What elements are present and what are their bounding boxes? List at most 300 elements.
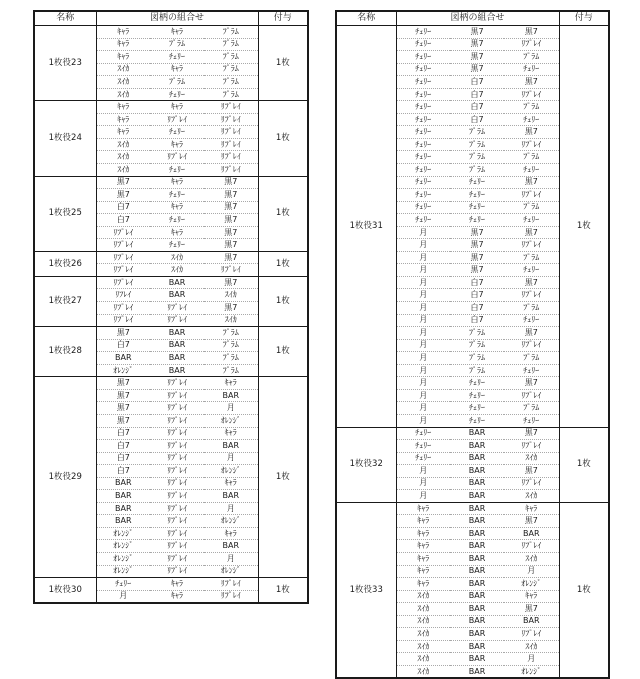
combination-row bbox=[34, 377, 308, 390]
symbol-cell: ｵﾚﾝｼﾞ bbox=[204, 465, 258, 478]
symbol-cell: ﾁｪﾘｰ bbox=[396, 88, 450, 101]
symbol-cell: ｷｬﾗ bbox=[150, 226, 204, 239]
symbol-cell: 白7 bbox=[96, 427, 150, 440]
symbol-cell: ﾌﾟﾗﾑ bbox=[504, 51, 559, 64]
symbol-cell: 黒7 bbox=[504, 26, 559, 39]
symbol-cell: ｽｲｶ bbox=[96, 63, 150, 76]
symbol-cell: ｽｲｶ bbox=[150, 251, 204, 264]
symbol-cell: ｵﾚﾝｼﾞ bbox=[204, 515, 258, 528]
symbol-cell: 月 bbox=[204, 552, 258, 565]
symbol-cell: ﾘﾌﾟﾚｲ bbox=[150, 552, 204, 565]
combination-row bbox=[34, 578, 308, 591]
symbol-cell: ﾁｪﾘｰ bbox=[450, 389, 504, 402]
symbol-cell: ﾁｪﾘｰ bbox=[396, 176, 450, 189]
symbol-cell: BAR bbox=[450, 502, 504, 515]
symbol-cell: 月 bbox=[396, 352, 450, 365]
symbol-cell: ｷｬﾗ bbox=[396, 515, 450, 528]
symbol-cell: BAR bbox=[450, 477, 504, 490]
symbol-cell: 黒7 bbox=[504, 176, 559, 189]
symbol-cell: ﾘﾌﾟﾚｲ bbox=[150, 377, 204, 390]
symbol-cell: ｵﾚﾝｼﾞ bbox=[204, 565, 258, 578]
symbol-cell: 月 bbox=[396, 239, 450, 252]
role-name-label: 1枚役30 bbox=[34, 578, 96, 604]
symbol-cell: 月 bbox=[396, 251, 450, 264]
symbol-cell: 白7 bbox=[450, 302, 504, 315]
symbol-cell: ｷｬﾗ bbox=[504, 502, 559, 515]
symbol-cell: 黒7 bbox=[204, 176, 258, 189]
symbol-cell: ｷｬﾗ bbox=[396, 527, 450, 540]
symbol-cell: 黒7 bbox=[204, 214, 258, 227]
symbol-cell: BAR bbox=[204, 389, 258, 402]
symbol-cell: ｽｲｶ bbox=[504, 552, 559, 565]
symbol-cell: ﾁｪﾘｰ bbox=[504, 264, 559, 277]
symbol-cell: BAR bbox=[450, 653, 504, 666]
symbol-cell: BAR bbox=[150, 352, 204, 365]
symbol-cell: ｽｲｶ bbox=[396, 603, 450, 616]
symbol-cell: BAR bbox=[450, 615, 504, 628]
symbol-cell: ﾁｪﾘｰ bbox=[150, 214, 204, 227]
symbol-cell: ｷｬﾗ bbox=[150, 201, 204, 214]
role-name-label: 1枚役32 bbox=[336, 427, 396, 502]
symbol-cell: 黒7 bbox=[204, 276, 258, 289]
symbol-cell: BAR bbox=[150, 289, 204, 302]
symbol-cell: ﾌﾟﾗﾑ bbox=[504, 352, 559, 365]
symbol-cell: BAR bbox=[450, 440, 504, 453]
symbol-cell: ﾘﾌﾟﾚｲ bbox=[204, 164, 258, 177]
combination-row bbox=[336, 427, 609, 440]
symbol-cell: ﾘﾌﾟﾚｲ bbox=[150, 540, 204, 553]
symbol-cell: ﾌﾟﾗﾑ bbox=[204, 51, 258, 64]
symbol-cell: 黒7 bbox=[204, 239, 258, 252]
role-name-label: 1枚役29 bbox=[34, 377, 96, 578]
symbol-cell: ﾘﾌﾟﾚｲ bbox=[150, 565, 204, 578]
symbol-cell: ｷｬﾗ bbox=[96, 126, 150, 139]
symbol-cell: 白7 bbox=[96, 339, 150, 352]
symbol-cell: ﾌﾟﾗﾑ bbox=[204, 352, 258, 365]
symbol-cell: BAR bbox=[96, 515, 150, 528]
symbol-cell: ﾌﾟﾗﾑ bbox=[450, 164, 504, 177]
symbol-cell: ﾘﾌﾟﾚｲ bbox=[504, 339, 559, 352]
symbol-cell: BAR bbox=[450, 603, 504, 616]
symbol-cell: ﾁｪﾘｰ bbox=[450, 176, 504, 189]
symbol-cell: ﾌﾟﾗﾑ bbox=[150, 76, 204, 89]
symbol-cell: 黒7 bbox=[450, 51, 504, 64]
symbol-cell: 白7 bbox=[450, 113, 504, 126]
symbol-cell: ﾁｪﾘｰ bbox=[396, 26, 450, 39]
payout-table-left-body bbox=[34, 26, 308, 604]
symbol-cell: ｷｬﾗ bbox=[150, 176, 204, 189]
symbol-cell: ｷｬﾗ bbox=[150, 101, 204, 114]
symbol-cell: ﾁｪﾘｰ bbox=[396, 113, 450, 126]
symbol-cell: 黒7 bbox=[204, 226, 258, 239]
symbol-cell: BAR bbox=[450, 628, 504, 641]
role-name-label: 1枚役27 bbox=[34, 276, 96, 326]
symbol-cell: ｽｲｶ bbox=[396, 615, 450, 628]
award-value: 1枚 bbox=[258, 578, 308, 604]
symbol-cell: ﾁｪﾘｰ bbox=[150, 164, 204, 177]
symbol-cell: ﾌﾟﾗﾑ bbox=[204, 38, 258, 51]
symbol-cell: ﾁｪﾘｰ bbox=[396, 452, 450, 465]
symbol-cell: 黒7 bbox=[204, 302, 258, 315]
symbol-cell: ｵﾚﾝｼﾞ bbox=[96, 552, 150, 565]
symbol-cell: ﾁｪﾘｰ bbox=[450, 189, 504, 202]
symbol-cell: ﾘﾌﾟﾚｲ bbox=[504, 289, 559, 302]
symbol-cell: ｽｲｶ bbox=[396, 653, 450, 666]
symbol-cell: 黒7 bbox=[96, 389, 150, 402]
symbol-cell: BAR bbox=[450, 427, 504, 440]
symbol-cell: ｽｲｶ bbox=[150, 264, 204, 277]
symbol-cell: ﾁｪﾘｰ bbox=[396, 201, 450, 214]
symbol-cell: BAR bbox=[204, 440, 258, 453]
symbol-cell: 黒7 bbox=[204, 251, 258, 264]
symbol-cell: 月 bbox=[204, 452, 258, 465]
symbol-cell: ﾘﾌﾟﾚｲ bbox=[204, 578, 258, 591]
symbol-cell: ﾘﾌﾟﾚｲ bbox=[204, 101, 258, 114]
symbol-cell: ﾌﾟﾗﾑ bbox=[204, 364, 258, 377]
symbol-cell: ｷｬﾗ bbox=[150, 590, 204, 603]
symbol-cell: 黒7 bbox=[96, 414, 150, 427]
symbol-cell: ﾁｪﾘｰ bbox=[396, 151, 450, 164]
symbol-cell: ﾘﾌﾟﾚｲ bbox=[504, 38, 559, 51]
symbol-cell: 月 bbox=[396, 377, 450, 390]
symbol-cell: ﾘﾌﾟﾚｲ bbox=[204, 264, 258, 277]
symbol-cell: 黒7 bbox=[204, 189, 258, 202]
symbol-cell: ﾘﾌﾟﾚｲ bbox=[504, 628, 559, 641]
symbol-cell: ﾁｪﾘｰ bbox=[504, 414, 559, 427]
symbol-cell: ﾘﾌﾟﾚｲ bbox=[96, 239, 150, 252]
symbol-cell: ﾘﾌﾟﾚｲ bbox=[504, 239, 559, 252]
symbol-cell: ﾁｪﾘｰ bbox=[396, 101, 450, 114]
symbol-cell: ｽｲｶ bbox=[96, 164, 150, 177]
symbol-cell: 白7 bbox=[96, 452, 150, 465]
symbol-cell: ﾁｪﾘｰ bbox=[504, 364, 559, 377]
symbol-cell: ﾘﾌﾚｲ bbox=[96, 289, 150, 302]
symbol-cell: 月 bbox=[396, 289, 450, 302]
symbol-cell: ﾘﾌﾟﾚｲ bbox=[150, 515, 204, 528]
symbol-cell: ｽｲｶ bbox=[504, 640, 559, 653]
symbol-cell: 白7 bbox=[96, 465, 150, 478]
symbol-cell: ｷｬﾗ bbox=[204, 477, 258, 490]
role-name-label: 1枚役26 bbox=[34, 251, 96, 276]
symbol-cell: 黒7 bbox=[450, 38, 504, 51]
symbol-cell: ﾌﾟﾗﾑ bbox=[450, 364, 504, 377]
award-value: 1枚 bbox=[258, 327, 308, 377]
symbol-cell: ﾁｪﾘｰ bbox=[150, 189, 204, 202]
symbol-cell: 黒7 bbox=[450, 264, 504, 277]
symbol-cell: ｷｬﾗ bbox=[96, 113, 150, 126]
symbol-cell: ｷｬﾗ bbox=[150, 63, 204, 76]
symbol-cell: ｽｲｶ bbox=[396, 590, 450, 603]
symbol-cell: ﾁｪﾘｰ bbox=[396, 76, 450, 89]
symbol-cell: 月 bbox=[396, 389, 450, 402]
award-value: 1枚 bbox=[258, 176, 308, 251]
symbol-cell: ﾌﾟﾗﾑ bbox=[450, 151, 504, 164]
symbol-cell: ﾘﾌﾟﾚｲ bbox=[204, 590, 258, 603]
symbol-cell: ﾘﾌﾟﾚｲ bbox=[150, 389, 204, 402]
combination-row bbox=[34, 101, 308, 114]
symbol-cell: ﾁｪﾘｰ bbox=[504, 63, 559, 76]
symbol-cell: ﾘﾌﾟﾚｲ bbox=[150, 113, 204, 126]
symbol-cell: ﾘﾌﾟﾚｲ bbox=[96, 314, 150, 327]
payout-table-left bbox=[33, 10, 309, 604]
symbol-cell: 黒7 bbox=[450, 26, 504, 39]
symbol-cell: ﾘﾌﾟﾚｲ bbox=[504, 477, 559, 490]
combination-row bbox=[34, 251, 308, 264]
symbol-cell: ﾘﾌﾟﾚｲ bbox=[96, 226, 150, 239]
symbol-cell: 月 bbox=[396, 314, 450, 327]
role-name-label: 1枚役23 bbox=[34, 26, 96, 101]
symbol-cell: BAR bbox=[150, 276, 204, 289]
symbol-cell: ｵﾚﾝｼﾞ bbox=[204, 414, 258, 427]
symbol-cell: ﾘﾌﾟﾚｲ bbox=[504, 389, 559, 402]
symbol-cell: ｵﾚﾝｼﾞ bbox=[504, 578, 559, 591]
symbol-cell: BAR bbox=[450, 490, 504, 503]
award-value: 1枚 bbox=[258, 26, 308, 101]
symbol-cell: ﾘﾌﾟﾚｲ bbox=[150, 302, 204, 315]
symbol-cell: 月 bbox=[396, 414, 450, 427]
symbol-cell: ﾁｪﾘｰ bbox=[150, 51, 204, 64]
symbol-cell: ﾌﾟﾗﾑ bbox=[450, 126, 504, 139]
symbol-cell: ﾘﾌﾟﾚｲ bbox=[150, 427, 204, 440]
combination-row bbox=[34, 26, 308, 39]
symbol-cell: ﾌﾟﾗﾑ bbox=[504, 201, 559, 214]
symbol-cell: BAR bbox=[150, 327, 204, 340]
symbol-cell: ｷｬﾗ bbox=[96, 51, 150, 64]
award-value: 1枚 bbox=[258, 251, 308, 276]
symbol-cell: ﾁｪﾘｰ bbox=[396, 51, 450, 64]
symbol-cell: ｵﾚﾝｼﾞ bbox=[96, 364, 150, 377]
column-header-award: 付与 bbox=[559, 11, 609, 26]
payout-table-right-body bbox=[336, 26, 609, 679]
symbol-cell: ﾁｪﾘｰ bbox=[450, 414, 504, 427]
symbol-cell: ﾘﾌﾟﾚｲ bbox=[150, 314, 204, 327]
column-header-combination: 図柄の組合せ bbox=[396, 11, 559, 26]
header-row bbox=[34, 11, 308, 26]
award-value: 1枚 bbox=[559, 502, 609, 678]
symbol-cell: 月 bbox=[396, 364, 450, 377]
symbol-cell: ｷｬﾗ bbox=[204, 527, 258, 540]
symbol-cell: ｽｲｶ bbox=[396, 628, 450, 641]
symbol-cell: 白7 bbox=[450, 76, 504, 89]
award-value: 1枚 bbox=[559, 427, 609, 502]
symbol-cell: ﾘﾌﾟﾚｲ bbox=[204, 138, 258, 151]
symbol-cell: ﾘﾌﾟﾚｲ bbox=[504, 540, 559, 553]
symbol-cell: ﾘﾌﾟﾚｲ bbox=[96, 251, 150, 264]
symbol-cell: ｷｬﾗ bbox=[396, 540, 450, 553]
symbol-cell: ｵﾚﾝｼﾞ bbox=[96, 527, 150, 540]
combination-row bbox=[34, 276, 308, 289]
symbol-cell: ﾘﾌﾟﾚｲ bbox=[504, 189, 559, 202]
symbol-cell: 黒7 bbox=[96, 377, 150, 390]
symbol-cell: ﾌﾟﾗﾑ bbox=[450, 327, 504, 340]
symbol-cell: ﾁｪﾘｰ bbox=[150, 126, 204, 139]
symbol-cell: ﾌﾟﾗﾑ bbox=[204, 63, 258, 76]
symbol-cell: 白7 bbox=[450, 314, 504, 327]
symbol-cell: ﾌﾟﾗﾑ bbox=[204, 327, 258, 340]
symbol-cell: 白7 bbox=[96, 440, 150, 453]
symbol-cell: ﾁｪﾘｰ bbox=[150, 239, 204, 252]
role-name-label: 1枚役25 bbox=[34, 176, 96, 251]
symbol-cell: 黒7 bbox=[504, 226, 559, 239]
symbol-cell: 白7 bbox=[450, 276, 504, 289]
symbol-cell: ｽｲｶ bbox=[96, 76, 150, 89]
symbol-cell: ﾁｪﾘｰ bbox=[450, 201, 504, 214]
symbol-cell: ｵﾚﾝｼﾞ bbox=[504, 665, 559, 678]
symbol-cell: ﾌﾟﾗﾑ bbox=[204, 76, 258, 89]
symbol-cell: ｽｲｶ bbox=[96, 151, 150, 164]
symbol-cell: ﾘﾌﾟﾚｲ bbox=[150, 477, 204, 490]
column-header-name: 名称 bbox=[34, 11, 96, 26]
symbol-cell: ﾘﾌﾟﾚｲ bbox=[150, 402, 204, 415]
symbol-cell: 白7 bbox=[450, 88, 504, 101]
symbol-cell: 黒7 bbox=[96, 189, 150, 202]
symbol-cell: ﾌﾟﾗﾑ bbox=[204, 26, 258, 39]
symbol-cell: ﾁｪﾘｰ bbox=[504, 214, 559, 227]
column-header-name: 名称 bbox=[336, 11, 396, 26]
symbol-cell: BAR bbox=[150, 339, 204, 352]
symbol-cell: ﾘﾌﾟﾚｲ bbox=[150, 440, 204, 453]
symbol-cell: ｽｲｶ bbox=[504, 490, 559, 503]
symbol-cell: BAR bbox=[450, 590, 504, 603]
symbol-cell: BAR bbox=[504, 615, 559, 628]
symbol-cell: 月 bbox=[504, 653, 559, 666]
symbol-cell: BAR bbox=[204, 490, 258, 503]
symbol-cell: 黒7 bbox=[204, 201, 258, 214]
award-value: 1枚 bbox=[258, 276, 308, 326]
symbol-cell: ｷｬﾗ bbox=[396, 578, 450, 591]
symbol-cell: 白7 bbox=[96, 214, 150, 227]
symbol-cell: ﾘﾌﾟﾚｲ bbox=[150, 452, 204, 465]
symbol-cell: 黒7 bbox=[504, 126, 559, 139]
symbol-cell: ﾘﾌﾟﾚｲ bbox=[204, 126, 258, 139]
column-header-award: 付与 bbox=[258, 11, 308, 26]
symbol-cell: ｷｬﾗ bbox=[150, 578, 204, 591]
combination-row bbox=[336, 26, 609, 39]
symbol-cell: BAR bbox=[450, 665, 504, 678]
symbol-cell: ﾌﾟﾗﾑ bbox=[150, 38, 204, 51]
symbol-cell: 月 bbox=[396, 465, 450, 478]
symbol-cell: ｷｬﾗ bbox=[204, 377, 258, 390]
symbol-cell: BAR bbox=[96, 502, 150, 515]
symbol-cell: ﾁｪﾘｰ bbox=[396, 63, 450, 76]
symbol-cell: ﾁｪﾘｰ bbox=[450, 402, 504, 415]
symbol-cell: ﾌﾟﾗﾑ bbox=[204, 339, 258, 352]
symbol-cell: 黒7 bbox=[450, 226, 504, 239]
combination-row bbox=[34, 327, 308, 340]
symbol-cell: ﾌﾟﾗﾑ bbox=[204, 88, 258, 101]
symbol-cell: ｷｬﾗ bbox=[150, 26, 204, 39]
symbol-cell: ﾘﾌﾟﾚｲ bbox=[504, 88, 559, 101]
symbol-cell: 白7 bbox=[450, 101, 504, 114]
symbol-cell: ﾌﾟﾗﾑ bbox=[504, 251, 559, 264]
symbol-cell: 黒7 bbox=[504, 465, 559, 478]
symbol-cell: 月 bbox=[396, 226, 450, 239]
symbol-cell: ﾘﾌﾟﾚｲ bbox=[150, 151, 204, 164]
symbol-cell: ｷｬﾗ bbox=[396, 552, 450, 565]
symbol-cell: ﾁｪﾘｰ bbox=[396, 189, 450, 202]
symbol-cell: BAR bbox=[96, 477, 150, 490]
symbol-cell: 黒7 bbox=[504, 276, 559, 289]
symbol-cell: ｽｲｶ bbox=[96, 138, 150, 151]
symbol-cell: ﾘﾌﾟﾚｲ bbox=[96, 302, 150, 315]
symbol-cell: ｷｬﾗ bbox=[504, 590, 559, 603]
symbol-cell: 黒7 bbox=[504, 377, 559, 390]
symbol-cell: 月 bbox=[504, 565, 559, 578]
symbol-cell: ﾁｪﾘｰ bbox=[396, 164, 450, 177]
symbol-cell: BAR bbox=[150, 364, 204, 377]
symbol-cell: ﾘﾌﾟﾚｲ bbox=[96, 264, 150, 277]
symbol-cell: ｷｬﾗ bbox=[396, 502, 450, 515]
symbol-cell: 黒7 bbox=[450, 251, 504, 264]
symbol-cell: ﾘﾌﾟﾚｲ bbox=[150, 465, 204, 478]
combination-row bbox=[336, 502, 609, 515]
symbol-cell: BAR bbox=[450, 578, 504, 591]
award-value: 1枚 bbox=[559, 26, 609, 428]
symbol-cell: ﾘﾌﾟﾚｲ bbox=[150, 502, 204, 515]
symbol-cell: 白7 bbox=[96, 201, 150, 214]
symbol-cell: ｷｬﾗ bbox=[96, 38, 150, 51]
symbol-cell: ﾁｪﾘｰ bbox=[150, 88, 204, 101]
symbol-cell: ｷｬﾗ bbox=[96, 26, 150, 39]
symbol-cell: ｵﾚﾝｼﾞ bbox=[96, 565, 150, 578]
header-row bbox=[336, 11, 609, 26]
symbol-cell: BAR bbox=[96, 352, 150, 365]
symbol-cell: ｷｬﾗ bbox=[396, 565, 450, 578]
symbol-cell: ﾁｪﾘｰ bbox=[396, 427, 450, 440]
symbol-cell: ﾌﾟﾗﾑ bbox=[450, 352, 504, 365]
symbol-cell: BAR bbox=[204, 540, 258, 553]
symbol-cell: ｵﾚﾝｼﾞ bbox=[96, 540, 150, 553]
symbol-cell: ｽｲｶ bbox=[96, 88, 150, 101]
symbol-cell: ﾘﾌﾟﾚｲ bbox=[96, 276, 150, 289]
symbol-cell: ｽｲｶ bbox=[204, 314, 258, 327]
symbol-cell: 月 bbox=[396, 477, 450, 490]
symbol-cell: 月 bbox=[396, 264, 450, 277]
symbol-cell: ﾘﾌﾟﾚｲ bbox=[204, 151, 258, 164]
role-name-label: 1枚役24 bbox=[34, 101, 96, 176]
symbol-cell: ｷｬﾗ bbox=[96, 101, 150, 114]
symbol-cell: BAR bbox=[504, 527, 559, 540]
role-name-label: 1枚役31 bbox=[336, 26, 396, 428]
symbol-cell: ｷｬﾗ bbox=[150, 138, 204, 151]
symbol-cell: ﾌﾟﾗﾑ bbox=[504, 101, 559, 114]
symbol-cell: ﾘﾌﾟﾚｲ bbox=[504, 440, 559, 453]
symbol-cell: 黒7 bbox=[96, 327, 150, 340]
symbol-cell: ｽｲｶ bbox=[396, 640, 450, 653]
symbol-cell: BAR bbox=[450, 540, 504, 553]
symbol-cell: 月 bbox=[396, 302, 450, 315]
symbol-cell: ﾌﾟﾗﾑ bbox=[504, 302, 559, 315]
symbol-cell: 月 bbox=[396, 276, 450, 289]
column-header-combination: 図柄の組合せ bbox=[96, 11, 258, 26]
award-value: 1枚 bbox=[258, 377, 308, 578]
symbol-cell: ﾁｪﾘｰ bbox=[504, 314, 559, 327]
symbol-cell: 白7 bbox=[450, 289, 504, 302]
symbol-cell: 月 bbox=[96, 590, 150, 603]
symbol-cell: ﾌﾟﾗﾑ bbox=[504, 151, 559, 164]
symbol-cell: ﾌﾟﾗﾑ bbox=[450, 138, 504, 151]
symbol-cell: 黒7 bbox=[450, 63, 504, 76]
symbol-cell: BAR bbox=[450, 452, 504, 465]
symbol-cell: ﾁｪﾘｰ bbox=[396, 440, 450, 453]
role-name-label: 1枚役33 bbox=[336, 502, 396, 678]
symbol-cell: ｽｲｶ bbox=[204, 289, 258, 302]
symbol-cell: ﾌﾟﾗﾑ bbox=[504, 402, 559, 415]
symbol-cell: BAR bbox=[96, 490, 150, 503]
symbol-cell: ﾁｪﾘｰ bbox=[396, 138, 450, 151]
symbol-cell: 月 bbox=[396, 327, 450, 340]
symbol-cell: 月 bbox=[396, 490, 450, 503]
